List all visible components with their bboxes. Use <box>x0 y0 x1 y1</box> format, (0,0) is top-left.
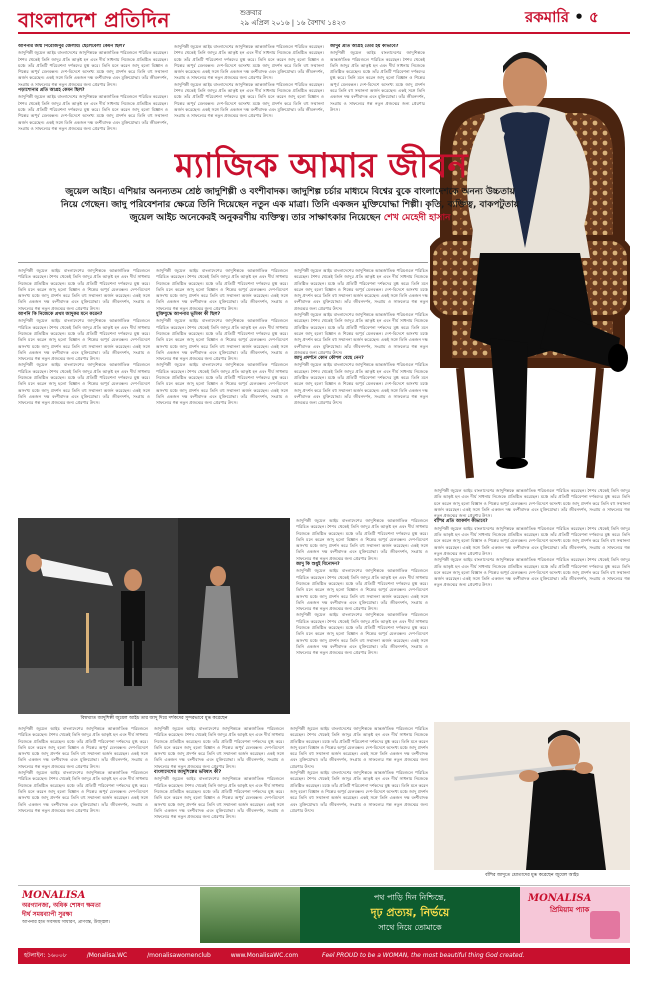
facebook-link-2[interactable]: /monalisawomenclub <box>147 952 211 959</box>
ad-right-panel <box>520 887 630 943</box>
ad-tagline: Feel PROUD to be a WOMAN, the most beautiful thing God created. <box>322 952 525 959</box>
section-name: রকমারি <box>525 8 569 26</box>
question-9: বাংলাদেশের জাদুশিল্পের ভবিষ্যৎ কী? <box>154 770 222 776</box>
ad-center-line-3: সাথে নিয়ে তোমাকে <box>378 923 442 932</box>
ad-left-line-3: আপনার হাত সবসময় সাধারণ, প্রাণবন্ত, উজ্জ্বল। <box>22 920 110 925</box>
body-paragraph: জাদুশিল্পী জুয়েল আইচ বাংলাদেশের জাদুশিল্পকে আন্তর্জাতিক পরিমণ্ডলে পরিচিত করেছেন। শৈশব থেকেই তিনি জাদুর প্রতি আকৃষ্ট হন এবং দীর্ঘ সাধনায় নিজেকে প্রতিষ্ঠিত করেছেন। মঞ্চে তাঁর প্রতিটি পরিবেশনা দর্শকদের মুগ্ধ করে। তিনি মনে করেন জাদু হলো বিজ্ঞান ও শিল্পের অপূর্ব মেলবন্ধন। দেশ-বিদেশে অসংখ্য মঞ্চে জাদু প্রদর্শন করে তিনি বহু সম্মাননা অর্জন করেছেন। একই সঙ্গে তিনি একজন দক্ষ বংশীবাদক এবং মুক্তিযোদ্ধা। তাঁর জীবনদর্শন, সংগ্রাম ও সাফল্যের গল্প নতুন প্রজন্মের জন্য প্রেরণার উৎস। <box>18 726 148 769</box>
ad-scenery-image <box>200 887 300 943</box>
body-paragraph: জাদুশিল্পী জুয়েল আইচ বাংলাদেশের জাদুশিল্পকে আন্তর্জাতিক পরিমণ্ডলে পরিচিত করেছেন। শৈশব থেকেই তিনি জাদুর প্রতি আকৃষ্ট হন এবং দীর্ঘ সাধনায় নিজেকে প্রতিষ্ঠিত করেছেন। মঞ্চে তাঁর প্রতিটি পরিবেশনা দর্শকদের মুগ্ধ করে। তিনি মনে করেন জাদু হলো বিজ্ঞান ও শিল্পের অপূর্ব মেলবন্ধন। দেশ-বিদেশে অসংখ্য মঞ্চে জাদু প্রদর্শন করে তিনি বহু সম্মাননা অর্জন করেছেন। একই সঙ্গে তিনি একজন দক্ষ বংশীবাদক এবং মুক্তিযোদ্ধা। তাঁর জীবনদর্শন, সংগ্রাম ও সাফল্যের গল্প নতুন প্রজন্মের জন্য প্রেরণার উৎস। <box>174 44 324 81</box>
body-paragraph: জাদুশিল্পী জুয়েল আইচ বাংলাদেশের জাদুশিল্পকে আন্তর্জাতিক পরিমণ্ডলে পরিচিত করেছেন। শৈশব থেকেই তিনি জাদুর প্রতি আকৃষ্ট হন এবং দীর্ঘ সাধনায় নিজেকে প্রতিষ্ঠিত করেছেন। মঞ্চে তাঁর প্রতিটি পরিবেশনা দর্শকদের মুগ্ধ করে। তিনি মনে করেন জাদু হলো বিজ্ঞান ও শিল্পের অপূর্ব মেলবন্ধন। দেশ-বিদেশে অসংখ্য মঞ্চে জাদু প্রদর্শন করে তিনি বহু সম্মাননা অর্জন করেছেন। একই সঙ্গে তিনি একজন দক্ষ বংশীবাদক এবং মুক্তিযোদ্ধা। তাঁর জীবনদর্শন, সংগ্রাম ও সাফল্যের গল্প নতুন প্রজন্মের জন্য প্রেরণার উৎস। <box>294 268 428 311</box>
body-paragraph: জাদুশিল্পী জুয়েল আইচ বাংলাদেশের জাদুশিল্পকে আন্তর্জাতিক পরিমণ্ডলে পরিচিত করেছেন। শৈশব থেকেই তিনি জাদুর প্রতি আকৃষ্ট হন এবং দীর্ঘ সাধনায় নিজেকে প্রতিষ্ঠিত করেছেন। মঞ্চে তাঁর প্রতিটি পরিবেশনা দর্শকদের মুগ্ধ করে। তিনি মনে করেন জাদু হলো বিজ্ঞান ও শিল্পের অপূর্ব মেলবন্ধন। দেশ-বিদেশে অসংখ্য মঞ্চে জাদু প্রদর্শন করে তিনি বহু সম্মাননা অর্জন করেছেন। একই সঙ্গে তিনি একজন দক্ষ বংশীবাদক এবং মুক্তিযোদ্ধা। তাঁর জীবনদর্শন, সংগ্রাম ও সাফল্যের গল্প নতুন প্রজন্মের জন্য প্রেরণার উৎস। <box>296 612 428 656</box>
product-pack-icon <box>590 911 620 939</box>
text-column-bottom-1 <box>18 726 148 876</box>
portrait-illustration <box>430 38 630 483</box>
website-link[interactable]: www.MonalisaWC.com <box>230 952 299 959</box>
ad-right-line-1: প্রিমিয়াম প্যাক <box>550 906 590 914</box>
ad-center-panel <box>300 887 520 943</box>
issue-date-line: ২৯ এপ্রিল ২০১৬ | ১৬ বৈশাখ ১৪২৩ <box>240 19 346 27</box>
question-4: আপনি কি নিজেকে প্রথম জাদুকর মনে করেন? <box>18 312 103 318</box>
hotline: হটলাইন: ১৬০০৮ <box>24 952 67 959</box>
text-column-top-1 <box>18 44 168 134</box>
portrait-photo <box>430 38 630 483</box>
ad-center-line-2: দৃঢ় প্রত্যয়, নির্ভয়ে <box>370 906 450 919</box>
body-paragraph: জাদুশিল্পী জুয়েল আইচ বাংলাদেশের জাদুশিল্পকে আন্তর্জাতিক পরিমণ্ডলে পরিচিত করেছেন। শৈশব থেকেই তিনি জাদুর প্রতি আকৃষ্ট হন এবং দীর্ঘ সাধনায় নিজেকে প্রতিষ্ঠিত করেছেন। মঞ্চে তাঁর প্রতিটি পরিবেশনা দর্শকদের মুগ্ধ করে। তিনি মনে করেন জাদু হলো বিজ্ঞান ও শিল্পের অপূর্ব মেলবন্ধন। দেশ-বিদেশে অসংখ্য মঞ্চে জাদু প্রদর্শন করে তিনি বহু সম্মাননা অর্জন করেছেন। একই সঙ্গে তিনি একজন দক্ষ বংশীবাদক এবং মুক্তিযোদ্ধা। তাঁর জীবনদর্শন, সংগ্রাম ও সাফল্যের গল্প নতুন প্রজন্মের জন্য প্রেরণার উৎস। <box>156 362 288 406</box>
ad-right-brand-logo: MONALISA <box>528 893 592 904</box>
ad-brand-logo: MONALISA <box>22 890 86 901</box>
masthead-rule <box>18 32 630 34</box>
body-paragraph: জাদুশিল্পী জুয়েল আইচ বাংলাদেশের জাদুশিল্পকে আন্তর্জাতিক পরিমণ্ডলে পরিচিত করেছেন। শৈশব থেকেই তিনি জাদুর প্রতি আকৃষ্ট হন এবং দীর্ঘ সাধনায় নিজেকে প্রতিষ্ঠিত করেছেন। মঞ্চে তাঁর প্রতিটি পরিবেশনা দর্শকদের মুগ্ধ করে। তিনি মনে করেন জাদু হলো বিজ্ঞান ও শিল্পের অপূর্ব মেলবন্ধন। দেশ-বিদেশে অসংখ্য মঞ্চে জাদু প্রদর্শন করে তিনি বহু সম্মাননা অর্জন করেছেন। একই সঙ্গে তিনি একজন দক্ষ বংশীবাদক এবং মুক্তিযোদ্ধা। তাঁর জীবনদর্শন, সংগ্রাম ও সাফল্যের গল্প নতুন প্রজন্মের জন্য প্রেরণার উৎস। <box>296 518 428 561</box>
body-paragraph: জাদুশিল্পী জুয়েল আইচ বাংলাদেশের জাদুশিল্পকে আন্তর্জাতিক পরিমণ্ডলে পরিচিত করেছেন। শৈশব থেকেই তিনি জাদুর প্রতি আকৃষ্ট হন এবং দীর্ঘ সাধনায় নিজেকে প্রতিষ্ঠিত করেছেন। মঞ্চে তাঁর প্রতিটি পরিবেশনা দর্শকদের মুগ্ধ করে। তিনি মনে করেন জাদু হলো বিজ্ঞান ও শিল্পের অপূর্ব মেলবন্ধন। দেশ-বিদেশে অসংখ্য মঞ্চে জাদু প্রদর্শন করে তিনি বহু সম্মাননা অর্জন করেছেন। একই সঙ্গে তিনি একজন দক্ষ বংশীবাদক এবং মুক্তিযোদ্ধা। তাঁর জীবনদর্শন, সংগ্রাম ও সাফল্যের গল্প নতুন প্রজন্মের জন্য প্রেরণার উৎস। <box>174 81 324 119</box>
question-7: জাদু কি শুধুই বিনোদন? <box>296 562 340 568</box>
deck-text: জুয়েল আইচ। এশিয়ার অনন্যতম শ্রেষ্ঠ জাদুশিল্পী ও বংশীবাদক। জাদুশিল্প চর্চার মাধ্যমে বিশ্বের বুকে বাংলাদেশকে অনন্য উচ্চতায় নিয়ে গেছেন। জাদু পরিবেশনার ক্ষেত্রে তিনি দিয়েছেন নতুন এক মাত্রা। তিনি একজন মুক্তিযোদ্ধা শিল্পী। কৃতি, ব্যক্তিত্ব, বাকপটুতায় জুয়েল আইচ অনেকেরই অনুকরণীয় ব্যক্তিত্ব। তার সাক্ষাৎকার নিয়েছেন <box>60 187 520 223</box>
body-paragraph: জাদুশিল্পী জুয়েল আইচ বাংলাদেশের জাদুশিল্পকে আন্তর্জাতিক পরিমণ্ডলে পরিচিত করেছেন। শৈশব থেকেই তিনি জাদুর প্রতি আকৃষ্ট হন এবং দীর্ঘ সাধনায় নিজেকে প্রতিষ্ঠিত করেছেন। মঞ্চে তাঁর প্রতিটি পরিবেশনা দর্শকদের মুগ্ধ করে। তিনি মনে করেন জাদু হলো বিজ্ঞান ও শিল্পের অপূর্ব মেলবন্ধন। দেশ-বিদেশে অসংখ্য মঞ্চে জাদু প্রদর্শন করে তিনি বহু সম্মাননা অর্জন করেছেন। একই সঙ্গে তিনি একজন দক্ষ বংশীবাদক এবং মুক্তিযোদ্ধা। তাঁর জীবনদর্শন, সংগ্রাম ও সাফল্যের গল্প নতুন প্রজন্মের জন্য প্রেরণার উৎস। <box>18 362 150 406</box>
article-headline: ম্যাজিক আমার জীবন <box>175 146 468 186</box>
flute-photo-caption: বাঁশির জাদুতে শ্রোতাদের মুগ্ধ করেছেন জুয়েল আইচ <box>485 873 579 878</box>
ad-footer-bar <box>18 948 630 964</box>
issue-day: শুক্রবার <box>240 9 262 17</box>
question-3: জাদুর প্রতি আগ্রহ তৈরি হয় কীভাবে? <box>330 44 399 49</box>
text-column-mid-2 <box>156 268 288 513</box>
body-paragraph: জাদুশিল্পী জুয়েল আইচ বাংলাদেশের জাদুশিল্পকে আন্তর্জাতিক পরিমণ্ডলে পরিচিত করেছেন। শৈশব থেকেই তিনি জাদুর প্রতি আকৃষ্ট হন এবং দীর্ঘ সাধনায় নিজেকে প্রতিষ্ঠিত করেছেন। মঞ্চে তাঁর প্রতিটি পরিবেশনা দর্শকদের মুগ্ধ করে। তিনি মনে করেন জাদু হলো বিজ্ঞান ও শিল্পের অপূর্ব মেলবন্ধন। দেশ-বিদেশে অসংখ্য মঞ্চে জাদু প্রদর্শন করে তিনি বহু সম্মাননা অর্জন করেছেন। একই সঙ্গে তিনি একজন দক্ষ বংশীবাদক এবং মুক্তিযোদ্ধা। তাঁর জীবনদর্শন, সংগ্রাম ও সাফল্যের গল্প নতুন প্রজন্মের জন্য প্রেরণার উৎস। <box>294 312 428 355</box>
body-paragraph: জাদুশিল্পী জুয়েল আইচ বাংলাদেশের জাদুশিল্পকে আন্তর্জাতিক পরিমণ্ডলে পরিচিত করেছেন। শৈশব থেকেই তিনি জাদুর প্রতি আকৃষ্ট হন এবং দীর্ঘ সাধনায় নিজেকে প্রতিষ্ঠিত করেছেন। মঞ্চে তাঁর প্রতিটি পরিবেশনা দর্শকদের মুগ্ধ করে। তিনি মনে করেন জাদু হলো বিজ্ঞান ও শিল্পের অপূর্ব মেলবন্ধন। দেশ-বিদেশে অসংখ্য মঞ্চে জাদু প্রদর্শন করে তিনি বহু সম্মাননা অর্জন করেছেন। একই সঙ্গে তিনি একজন দক্ষ বংশীবাদক এবং মুক্তিযোদ্ধা। তাঁর জীবনদর্শন, সংগ্রাম ও সাফল্যের গল্প নতুন প্রজন্মের জন্য প্রেরণার উৎস। <box>156 268 288 311</box>
body-paragraph: জাদুশিল্পী জুয়েল আইচ বাংলাদেশের জাদুশিল্পকে আন্তর্জাতিক পরিমণ্ডলে পরিচিত করেছেন। শৈশব থেকেই তিনি জাদুর প্রতি আকৃষ্ট হন এবং দীর্ঘ সাধনায় নিজেকে প্রতিষ্ঠিত করেছেন। মঞ্চে তাঁর প্রতিটি পরিবেশনা দর্শকদের মুগ্ধ করে। তিনি মনে করেন জাদু হলো বিজ্ঞান ও শিল্পের অপূর্ব মেলবন্ধন। দেশ-বিদেশে অসংখ্য মঞ্চে জাদু প্রদর্শন করে তিনি বহু সম্মাননা অর্জন করেছেন। একই সঙ্গে তিনি একজন দক্ষ বংশীবাদক এবং মুক্তিযোদ্ধা। তাঁর জীবনদর্শন, সংগ্রাম ও সাফল্যের গল্প নতুন প্রজন্মের জন্য প্রেরণার উৎস। <box>330 50 425 112</box>
body-paragraph: জাদুশিল্পী জুয়েল আইচ বাংলাদেশের জাদুশিল্পকে আন্তর্জাতিক পরিমণ্ডলে পরিচিত করেছেন। শৈশব থেকেই তিনি জাদুর প্রতি আকৃষ্ট হন এবং দীর্ঘ সাধনায় নিজেকে প্রতিষ্ঠিত করেছেন। মঞ্চে তাঁর প্রতিটি পরিবেশনা দর্শকদের মুগ্ধ করে। তিনি মনে করেন জাদু হলো বিজ্ঞান ও শিল্পের অপূর্ব মেলবন্ধন। দেশ-বিদেশে অসংখ্য মঞ্চে জাদু প্রদর্শন করে তিনি বহু সম্মাননা অর্জন করেছেন। একই সঙ্গে তিনি একজন দক্ষ বংশীবাদক এবং মুক্তিযোদ্ধা। তাঁর জীবনদর্শন, সংগ্রাম ও সাফল্যের গল্প নতুন প্রজন্মের জন্য প্রেরণার উৎস। <box>290 770 428 813</box>
body-paragraph: জাদুশিল্পী জুয়েল আইচ বাংলাদেশের জাদুশিল্পকে আন্তর্জাতিক পরিমণ্ডলে পরিচিত করেছেন। শৈশব থেকেই তিনি জাদুর প্রতি আকৃষ্ট হন এবং দীর্ঘ সাধনায় নিজেকে প্রতিষ্ঠিত করেছেন। মঞ্চে তাঁর প্রতিটি পরিবেশনা দর্শকদের মুগ্ধ করে। তিনি মনে করেন জাদু হলো বিজ্ঞান ও শিল্পের অপূর্ব মেলবন্ধন। দেশ-বিদেশে অসংখ্য মঞ্চে জাদু প্রদর্শন করে তিনি বহু সম্মাননা অর্জন করেছেন। একই সঙ্গে তিনি একজন দক্ষ বংশীবাদক এবং মুক্তিযোদ্ধা। তাঁর জীবনদর্শন, সংগ্রাম ও সাফল্যের গল্প নতুন প্রজন্মের জন্য প্রেরণার উৎস। <box>154 776 284 820</box>
text-column-mid-1 <box>18 268 150 513</box>
flute-illustration <box>434 722 630 870</box>
text-column-mid-3 <box>294 268 428 513</box>
ad-left-line-2: দীর্ঘ সময়ব্যাপী সুরক্ষা <box>22 911 73 918</box>
ad-left-line-1: অরগ্যানজা, অধিক শোষণ ক্ষমতা <box>22 902 101 909</box>
text-column-bottom-3 <box>290 726 428 876</box>
body-paragraph: জাদুশিল্পী জুয়েল আইচ বাংলাদেশের জাদুশিল্পকে আন্তর্জাতিক পরিমণ্ডলে পরিচিত করেছেন। শৈশব থেকেই তিনি জাদুর প্রতি আকৃষ্ট হন এবং দীর্ঘ সাধনায় নিজেকে প্রতিষ্ঠিত করেছেন। মঞ্চে তাঁর প্রতিটি পরিবেশনা দর্শকদের মুগ্ধ করে। তিনি মনে করেন জাদু হলো বিজ্ঞান ও শিল্পের অপূর্ব মেলবন্ধন। দেশ-বিদেশে অসংখ্য মঞ্চে জাদু প্রদর্শন করে তিনি বহু সম্মাননা অর্জন করেছেন। একই সঙ্গে তিনি একজন দক্ষ বংশীবাদক এবং মুক্তিযোদ্ধা। তাঁর জীবনদর্শন, সংগ্রাম ও সাফল্যের গল্প নতুন প্রজন্মের জন্য প্রেরণার উৎস। <box>156 318 288 362</box>
page-masthead <box>0 0 650 40</box>
text-column-bottom-2 <box>154 726 284 876</box>
page-number: ৫ <box>589 8 599 26</box>
section-label: রকমারি • ৫ <box>525 8 599 26</box>
flute-photo <box>434 722 630 870</box>
ad-center-line-1: পথ পাড়ি দিন নিশ্চিন্তে, <box>373 893 447 902</box>
body-paragraph: জাদুশিল্পী জুয়েল আইচ বাংলাদেশের জাদুশিল্পকে আন্তর্জাতিক পরিমণ্ডলে পরিচিত করেছেন। শৈশব থেকেই তিনি জাদুর প্রতি আকৃষ্ট হন এবং দীর্ঘ সাধনায় নিজেকে প্রতিষ্ঠিত করেছেন। মঞ্চে তাঁর প্রতিটি পরিবেশনা দর্শকদের মুগ্ধ করে। তিনি মনে করেন জাদু হলো বিজ্ঞান ও শিল্পের অপূর্ব মেলবন্ধন। দেশ-বিদেশে অসংখ্য মঞ্চে জাদু প্রদর্শন করে তিনি বহু সম্মাননা অর্জন করেছেন। একই সঙ্গে তিনি একজন দক্ষ বংশীবাদক এবং মুক্তিযোদ্ধা। তাঁর জীবনদর্শন, সংগ্রাম ও সাফল্যের গল্প নতুন প্রজন্মের জন্য প্রেরণার উৎস। <box>154 726 284 769</box>
body-paragraph: জাদুশিল্পী জুয়েল আইচ বাংলাদেশের জাদুশিল্পকে আন্তর্জাতিক পরিমণ্ডলে পরিচিত করেছেন। শৈশব থেকেই তিনি জাদুর প্রতি আকৃষ্ট হন এবং দীর্ঘ সাধনায় নিজেকে প্রতিষ্ঠিত করেছেন। মঞ্চে তাঁর প্রতিটি পরিবেশনা দর্শকদের মুগ্ধ করে। তিনি মনে করেন জাদু হলো বিজ্ঞান ও শিল্পের অপূর্ব মেলবন্ধন। দেশ-বিদেশে অসংখ্য মঞ্চে জাদু প্রদর্শন করে তিনি বহু সম্মাননা অর্জন করেছেন। একই সঙ্গে তিনি একজন দক্ষ বংশীবাদক এবং মুক্তিযোদ্ধা। তাঁর জীবনদর্শন, সংগ্রাম ও সাফল্যের গল্প নতুন প্রজন্মের জন্য প্রেরণার উৎস। <box>18 770 148 813</box>
text-column-right <box>434 488 630 718</box>
body-paragraph: জাদুশিল্পী জুয়েল আইচ বাংলাদেশের জাদুশিল্পকে আন্তর্জাতিক পরিমণ্ডলে পরিচিত করেছেন। শৈশব থেকেই তিনি জাদুর প্রতি আকৃষ্ট হন এবং দীর্ঘ সাধনায় নিজেকে প্রতিষ্ঠিত করেছেন। মঞ্চে তাঁর প্রতিটি পরিবেশনা দর্শকদের মুগ্ধ করে। তিনি মনে করেন জাদু হলো বিজ্ঞান ও শিল্পের অপূর্ব মেলবন্ধন। দেশ-বিদেশে অসংখ্য মঞ্চে জাদু প্রদর্শন করে তিনি বহু সম্মাননা অর্জন করেছেন। একই সঙ্গে তিনি একজন দক্ষ বংশীবাদক এবং মুক্তিযোদ্ধা। তাঁর জীবনদর্শন, সংগ্রাম ও সাফল্যের গল্প নতুন প্রজন্মের জন্য প্রেরণার উৎস। <box>434 525 630 556</box>
body-paragraph: জাদুশিল্পী জুয়েল আইচ বাংলাদেশের জাদুশিল্পকে আন্তর্জাতিক পরিমণ্ডলে পরিচিত করেছেন। শৈশব থেকেই তিনি জাদুর প্রতি আকৃষ্ট হন এবং দীর্ঘ সাধনায় নিজেকে প্রতিষ্ঠিত করেছেন। মঞ্চে তাঁর প্রতিটি পরিবেশনা দর্শকদের মুগ্ধ করে। তিনি মনে করেন জাদু হলো বিজ্ঞান ও শিল্পের অপূর্ব মেলবন্ধন। দেশ-বিদেশে অসংখ্য মঞ্চে জাদু প্রদর্শন করে তিনি বহু সম্মাননা অর্জন করেছেন। একই সঙ্গে তিনি একজন দক্ষ বংশীবাদক এবং মুক্তিযোদ্ধা। তাঁর জীবনদর্শন, সংগ্রাম ও সাফল্যের গল্প নতুন প্রজন্মের জন্য প্রেরণার উৎস। <box>18 318 150 362</box>
body-paragraph: জাদুশিল্পী জুয়েল আইচ বাংলাদেশের জাদুশিল্পকে আন্তর্জাতিক পরিমণ্ডলে পরিচিত করেছেন। শৈশব থেকেই তিনি জাদুর প্রতি আকৃষ্ট হন এবং দীর্ঘ সাধনায় নিজেকে প্রতিষ্ঠিত করেছেন। মঞ্চে তাঁর প্রতিটি পরিবেশনা দর্শকদের মুগ্ধ করে। তিনি মনে করেন জাদু হলো বিজ্ঞান ও শিল্পের অপূর্ব মেলবন্ধন। দেশ-বিদেশে অসংখ্য মঞ্চে জাদু প্রদর্শন করে তিনি বহু সম্মাননা অর্জন করেছেন। একই সঙ্গে তিনি একজন দক্ষ বংশীবাদক এবং মুক্তিযোদ্ধা। তাঁর জীবনদর্শন, সংগ্রাম ও সাফল্যের গল্প নতুন প্রজন্মের জন্য প্রেরণার উৎস। <box>296 568 428 612</box>
article-deck <box>60 186 520 225</box>
text-column-top-3 <box>330 44 425 134</box>
question-5: মুক্তিযুদ্ধে আপনার ভূমিকা কী ছিল? <box>156 312 221 318</box>
body-paragraph: জাদুশিল্পী জুয়েল আইচ বাংলাদেশের জাদুশিল্পকে আন্তর্জাতিক পরিমণ্ডলে পরিচিত করেছেন। শৈশব থেকেই তিনি জাদুর প্রতি আকৃষ্ট হন এবং দীর্ঘ সাধনায় নিজেকে প্রতিষ্ঠিত করেছেন। মঞ্চে তাঁর প্রতিটি পরিবেশনা দর্শকদের মুগ্ধ করে। তিনি মনে করেন জাদু হলো বিজ্ঞান ও শিল্পের অপূর্ব মেলবন্ধন। দেশ-বিদেশে অসংখ্য মঞ্চে জাদু প্রদর্শন করে তিনি বহু সম্মাননা অর্জন করেছেন। একই সঙ্গে তিনি একজন দক্ষ বংশীবাদক এবং মুক্তিযোদ্ধা। তাঁর জীবনদর্শন, সংগ্রাম ও সাফল্যের গল্প নতুন প্রজন্মের জন্য প্রেরণার উৎস। <box>434 488 630 519</box>
body-paragraph: জাদুশিল্পী জুয়েল আইচ বাংলাদেশের জাদুশিল্পকে আন্তর্জাতিক পরিমণ্ডলে পরিচিত করেছেন। শৈশব থেকেই তিনি জাদুর প্রতি আকৃষ্ট হন এবং দীর্ঘ সাধনায় নিজেকে প্রতিষ্ঠিত করেছেন। মঞ্চে তাঁর প্রতিটি পরিবেশনা দর্শকদের মুগ্ধ করে। তিনি মনে করেন জাদু হলো বিজ্ঞান ও শিল্পের অপূর্ব মেলবন্ধন। দেশ-বিদেশে অসংখ্য মঞ্চে জাদু প্রদর্শন করে তিনি বহু সম্মাননা অর্জন করেছেন। একই সঙ্গে তিনি একজন দক্ষ বংশীবাদক এবং মুক্তিযোদ্ধা। তাঁর জীবনদর্শন, সংগ্রাম ও সাফল্যের গল্প নতুন প্রজন্মের জন্য প্রেরণার উৎস। <box>294 362 428 406</box>
body-paragraph: জাদুশিল্পী জুয়েল আইচ বাংলাদেশের জাদুশিল্পকে আন্তর্জাতিক পরিমণ্ডলে পরিচিত করেছেন। শৈশব থেকেই তিনি জাদুর প্রতি আকৃষ্ট হন এবং দীর্ঘ সাধনায় নিজেকে প্রতিষ্ঠিত করেছেন। মঞ্চে তাঁর প্রতিটি পরিবেশনা দর্শকদের মুগ্ধ করে। তিনি মনে করেন জাদু হলো বিজ্ঞান ও শিল্পের অপূর্ব মেলবন্ধন। দেশ-বিদেশে অসংখ্য মঞ্চে জাদু প্রদর্শন করে তিনি বহু সম্মাননা অর্জন করেছেন। একই সঙ্গে তিনি একজন দক্ষ বংশীবাদক এবং মুক্তিযোদ্ধা। তাঁর জীবনদর্শন, সংগ্রাম ও সাফল্যের গল্প নতুন প্রজন্মের জন্য প্রেরণার উৎস। <box>434 557 630 588</box>
question-2: পড়াশোনার প্রতি আগ্রহ কেমন ছিল? <box>18 88 85 94</box>
body-paragraph: জাদুশিল্পী জুয়েল আইচ বাংলাদেশের জাদুশিল্পকে আন্তর্জাতিক পরিমণ্ডলে পরিচিত করেছেন। শৈশব থেকেই তিনি জাদুর প্রতি আকৃষ্ট হন এবং দীর্ঘ সাধনায় নিজেকে প্রতিষ্ঠিত করেছেন। মঞ্চে তাঁর প্রতিটি পরিবেশনা দর্শকদের মুগ্ধ করে। তিনি মনে করেন জাদু হলো বিজ্ঞান ও শিল্পের অপূর্ব মেলবন্ধন। দেশ-বিদেশে অসংখ্য মঞ্চে জাদু প্রদর্শন করে তিনি বহু সম্মাননা অর্জন করেছেন। একই সঙ্গে তিনি একজন দক্ষ বংশীবাদক এবং মুক্তিযোদ্ধা। তাঁর জীবনদর্শন, সংগ্রাম ও সাফল্যের গল্প নতুন প্রজন্মের জন্য প্রেরণার উৎস। <box>18 50 168 87</box>
issue-date <box>240 8 346 28</box>
divider <box>18 262 428 263</box>
question-8: বাঁশির প্রতি আকর্ষণ কীভাবে? <box>434 519 488 525</box>
question-6: জাদু প্রদর্শনে কোন কৌশল বেছে নেন? <box>294 356 364 362</box>
stage-photo <box>18 518 290 714</box>
stage-illustration <box>18 518 290 714</box>
ad-left-panel <box>22 890 162 942</box>
facebook-link[interactable]: /Monalisa.WC <box>86 952 128 959</box>
newspaper-brand: বাংলাদেশ প্রতিদিন <box>18 8 170 32</box>
body-paragraph: জাদুশিল্পী জুয়েল আইচ বাংলাদেশের জাদুশিল্পকে আন্তর্জাতিক পরিমণ্ডলে পরিচিত করেছেন। শৈশব থেকেই তিনি জাদুর প্রতি আকৃষ্ট হন এবং দীর্ঘ সাধনায় নিজেকে প্রতিষ্ঠিত করেছেন। মঞ্চে তাঁর প্রতিটি পরিবেশনা দর্শকদের মুগ্ধ করে। তিনি মনে করেন জাদু হলো বিজ্ঞান ও শিল্পের অপূর্ব মেলবন্ধন। দেশ-বিদেশে অসংখ্য মঞ্চে জাদু প্রদর্শন করে তিনি বহু সম্মাননা অর্জন করেছেন। একই সঙ্গে তিনি একজন দক্ষ বংশীবাদক এবং মুক্তিযোদ্ধা। তাঁর জীবনদর্শন, সংগ্রাম ও সাফল্যের গল্প নতুন প্রজন্মের জন্য প্রেরণার উৎস। <box>290 726 428 769</box>
body-paragraph: জাদুশিল্পী জুয়েল আইচ বাংলাদেশের জাদুশিল্পকে আন্তর্জাতিক পরিমণ্ডলে পরিচিত করেছেন। শৈশব থেকেই তিনি জাদুর প্রতি আকৃষ্ট হন এবং দীর্ঘ সাধনায় নিজেকে প্রতিষ্ঠিত করেছেন। মঞ্চে তাঁর প্রতিটি পরিবেশনা দর্শকদের মুগ্ধ করে। তিনি মনে করেন জাদু হলো বিজ্ঞান ও শিল্পের অপূর্ব মেলবন্ধন। দেশ-বিদেশে অসংখ্য মঞ্চে জাদু প্রদর্শন করে তিনি বহু সম্মাননা অর্জন করেছেন। একই সঙ্গে তিনি একজন দক্ষ বংশীবাদক এবং মুক্তিযোদ্ধা। তাঁর জীবনদর্শন, সংগ্রাম ও সাফল্যের গল্প নতুন প্রজন্মের জন্য প্রেরণার উৎস। <box>18 94 168 131</box>
question-1: আপনার জন্ম পিরোজপুর জেলায়। ছেলেবেলা কেমন ছিল? <box>18 44 125 49</box>
stage-photo-caption: বিশ্বখ্যাত জাদুশিল্পী জুয়েল আইচ তার জাদু দিয়ে দর্শকদের সুন্দরভাবে মুগ্ধ করেছেন <box>80 716 228 721</box>
author-name: শেখ মেহেদী হাসান <box>383 213 451 223</box>
text-column-mid-4 <box>296 518 428 718</box>
text-column-top-2 <box>174 44 324 134</box>
body-paragraph: জাদুশিল্পী জুয়েল আইচ বাংলাদেশের জাদুশিল্পকে আন্তর্জাতিক পরিমণ্ডলে পরিচিত করেছেন। শৈশব থেকেই তিনি জাদুর প্রতি আকৃষ্ট হন এবং দীর্ঘ সাধনায় নিজেকে প্রতিষ্ঠিত করেছেন। মঞ্চে তাঁর প্রতিটি পরিবেশনা দর্শকদের মুগ্ধ করে। তিনি মনে করেন জাদু হলো বিজ্ঞান ও শিল্পের অপূর্ব মেলবন্ধন। দেশ-বিদেশে অসংখ্য মঞ্চে জাদু প্রদর্শন করে তিনি বহু সম্মাননা অর্জন করেছেন। একই সঙ্গে তিনি একজন দক্ষ বংশীবাদক এবং মুক্তিযোদ্ধা। তাঁর জীবনদর্শন, সংগ্রাম ও সাফল্যের গল্প নতুন প্রজন্মের জন্য প্রেরণার উৎস। <box>18 268 150 311</box>
